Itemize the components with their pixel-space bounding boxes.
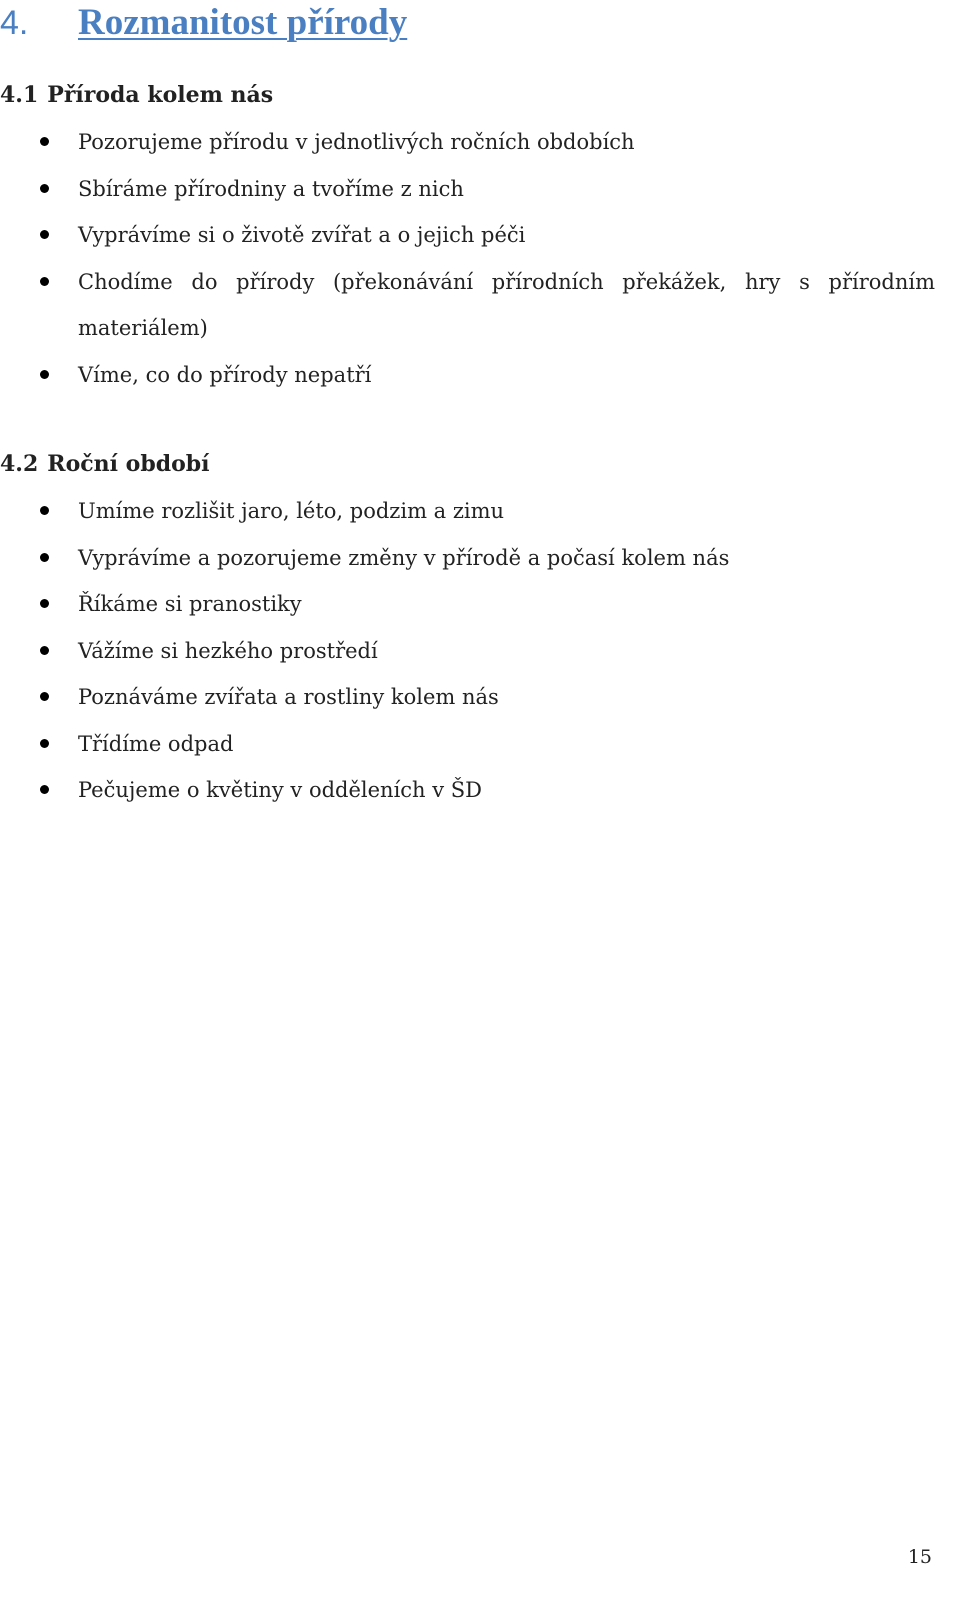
bullet-icon — [40, 184, 49, 193]
bullet-icon — [40, 506, 49, 515]
list-item: Umíme rozlišit jaro, léto, podzim a zimu — [0, 488, 935, 535]
list-item: Vyprávíme a pozorujeme změny v přírodě a počasí kolem nás — [0, 535, 935, 582]
list-item: Říkáme si pranostiky — [0, 581, 935, 628]
list-item: Poznáváme zvířata a rostliny kolem nás — [0, 674, 935, 721]
list-item: Třídíme odpad — [0, 721, 935, 768]
bullet-icon — [40, 370, 49, 379]
bullet-icon — [40, 785, 49, 794]
chapter-title — [0, 0, 407, 46]
bullet-icon — [40, 137, 49, 146]
section-title: Roční období — [47, 451, 210, 477]
section-number: 4.2 — [0, 451, 39, 477]
bullet-icon — [40, 739, 49, 748]
chapter-title-text: Rozmanitost přírody — [78, 2, 408, 43]
bullet-icon — [40, 277, 49, 286]
bullet-list-4-1 — [0, 119, 935, 398]
page-number: 15 — [907, 1546, 932, 1568]
bullet-list-4-2 — [0, 488, 935, 814]
bullet-icon — [40, 599, 49, 608]
list-item: Vyprávíme si o životě zvířat a o jejich péči — [0, 212, 935, 259]
list-item: Vážíme si hezkého prostředí — [0, 628, 935, 675]
section-heading-4-2 — [0, 449, 210, 479]
list-item: Chodíme do přírody (překonávání přírodních překážek, hry s přírodním materiálem) — [0, 259, 935, 352]
bullet-icon — [40, 553, 49, 562]
bullet-icon — [40, 230, 49, 239]
bullet-icon — [40, 646, 49, 655]
list-item: Pozorujeme přírodu v jednotlivých ročních obdobích — [0, 119, 935, 166]
section-number: 4.1 — [0, 82, 39, 108]
section-heading-4-1 — [0, 80, 273, 110]
list-item: Víme, co do přírody nepatří — [0, 352, 935, 399]
bullet-icon — [40, 692, 49, 701]
chapter-number: 4. — [0, 4, 29, 42]
section-title: Příroda kolem nás — [47, 82, 274, 108]
list-item: Pečujeme o květiny v odděleních v ŠD — [0, 767, 935, 814]
list-item: Sbíráme přírodniny a tvoříme z nich — [0, 166, 935, 213]
